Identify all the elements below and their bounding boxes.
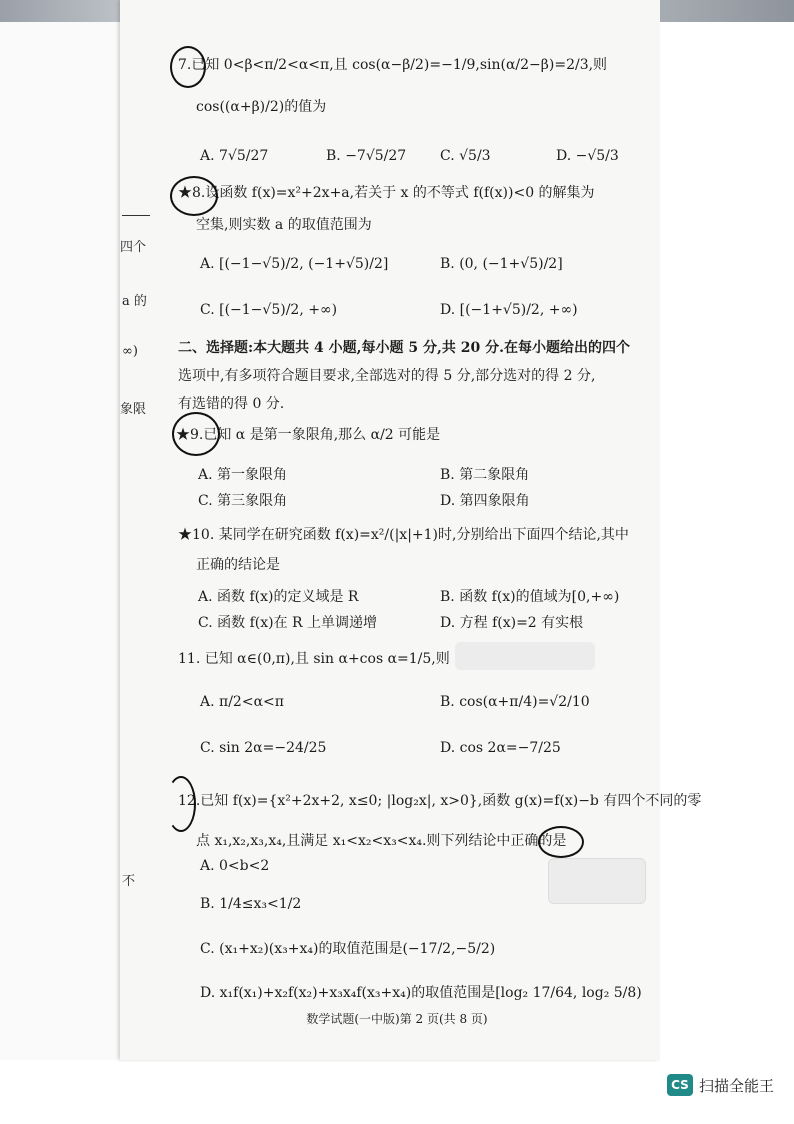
scanner-watermark — [667, 1074, 774, 1096]
left-fragment: 四个 — [120, 240, 147, 255]
question-10-line2: 正确的结论是 — [196, 557, 280, 573]
q8-option-a: A. [(−1−√5)/2, (−1+√5)/2] — [200, 256, 389, 272]
section-2-line1: 二、选择题:本大题共 4 小题,每小题 5 分,共 20 分.在每小题给出的四个 — [178, 340, 630, 356]
pen-circle-mark — [538, 826, 584, 858]
question-7-line2: cos((α+β)/2)的值为 — [196, 99, 327, 115]
question-11-line1: 11. 已知 α∈(0,π),且 sin α+cos α=1/5,则 — [178, 651, 450, 667]
left-rule — [122, 215, 150, 216]
left-fragment: ∞) — [122, 344, 138, 359]
question-12-line2: 点 x₁,x₂,x₃,x₄,且满足 x₁<x₂<x₃<x₄.则下列结论中正确的是 — [196, 833, 567, 849]
q12-option-a: A. 0<b<2 — [200, 858, 270, 874]
q10-option-c: C. 函数 f(x)在 R 上单调递增 — [198, 615, 378, 631]
q9-option-a: A. 第一象限角 — [198, 467, 288, 483]
section-2-line3: 有选错的得 0 分. — [178, 396, 285, 412]
section-2-heading — [178, 334, 648, 418]
whiteout-smudge — [455, 642, 595, 670]
q10-option-b: B. 函数 f(x)的值域为[0,+∞) — [440, 589, 620, 605]
question-12-line1: 12.已知 f(x)={x²+2x+2, x≤0; |log₂x|, x>0},函数 g(x)=f(x)−b 有四个不同的零 — [178, 793, 702, 809]
q7-option-b: B. −7√5/27 — [326, 148, 407, 164]
q11-option-c: C. sin 2α=−24/25 — [200, 740, 327, 756]
q11-option-a: A. π/2<α<π — [200, 694, 284, 710]
q9-option-d: D. 第四象限角 — [440, 493, 530, 509]
q8-option-b: B. (0, (−1+√5)/2] — [440, 256, 563, 272]
q8-option-c: C. [(−1−√5)/2, +∞) — [200, 302, 338, 318]
left-fragment: 象限 — [120, 402, 147, 417]
q7-option-d: D. −√5/3 — [556, 148, 619, 164]
left-fragment: a 的 — [122, 294, 147, 309]
q7-option-a: A. 7√5/27 — [200, 148, 269, 164]
left-fragment: 不 — [122, 874, 136, 889]
cs-logo-icon: CS — [667, 1074, 693, 1096]
q12-option-c: C. (x₁+x₂)(x₃+x₄)的取值范围是(−17/2,−5/2) — [200, 941, 496, 957]
q9-option-c: C. 第三象限角 — [198, 493, 288, 509]
brand-name: 扫描全能王 — [698, 1076, 774, 1095]
pen-circle-mark — [172, 412, 220, 456]
question-10-line1: ★10. 某同学在研究函数 f(x)=x²/(|x|+1)时,分别给出下面四个结论,其中 — [178, 527, 629, 543]
q10-option-a: A. 函数 f(x)的定义域是 R — [198, 589, 359, 605]
section-2-line2: 选项中,有多项符合题目要求,全部选对的得 5 分,部分选对的得 2 分, — [178, 368, 596, 384]
question-9-line1: ★9.已知 α 是第一象限角,那么 α/2 可能是 — [176, 427, 441, 443]
question-8-line2: 空集,则实数 a 的取值范围为 — [196, 217, 372, 233]
q9-option-b: B. 第二象限角 — [440, 467, 530, 483]
q10-option-d: D. 方程 f(x)=2 有实根 — [440, 615, 584, 631]
q12-option-b: B. 1/4≤x₃<1/2 — [200, 896, 302, 912]
question-8-line1: ★8.设函数 f(x)=x²+2x+a,若关于 x 的不等式 f(f(x))<0 的解集为 — [178, 185, 595, 201]
q11-option-d: D. cos 2α=−7/25 — [440, 740, 561, 756]
q8-option-d: D. [(−1+√5)/2, +∞) — [440, 302, 578, 318]
q11-option-b: B. cos(α+π/4)=√2/10 — [440, 694, 590, 710]
whiteout-smudge — [548, 858, 646, 904]
page-footer: 数学试题(一中版)第 2 页(共 8 页) — [306, 1012, 488, 1026]
question-7-line1: 7.已知 0<β<π/2<α<π,且 cos(α−β/2)=−1/9,sin(α/2−β)=2/3,则 — [178, 57, 608, 73]
pen-circle-mark — [170, 46, 206, 88]
q12-option-d: D. x₁f(x₁)+x₂f(x₂)+x₃x₄f(x₃+x₄)的取值范围是[log₂ 17/64, log₂ 5/8) — [200, 985, 642, 1001]
pen-circle-mark — [166, 776, 196, 832]
q7-option-c: C. √5/3 — [440, 148, 491, 164]
pen-circle-mark — [170, 176, 218, 216]
